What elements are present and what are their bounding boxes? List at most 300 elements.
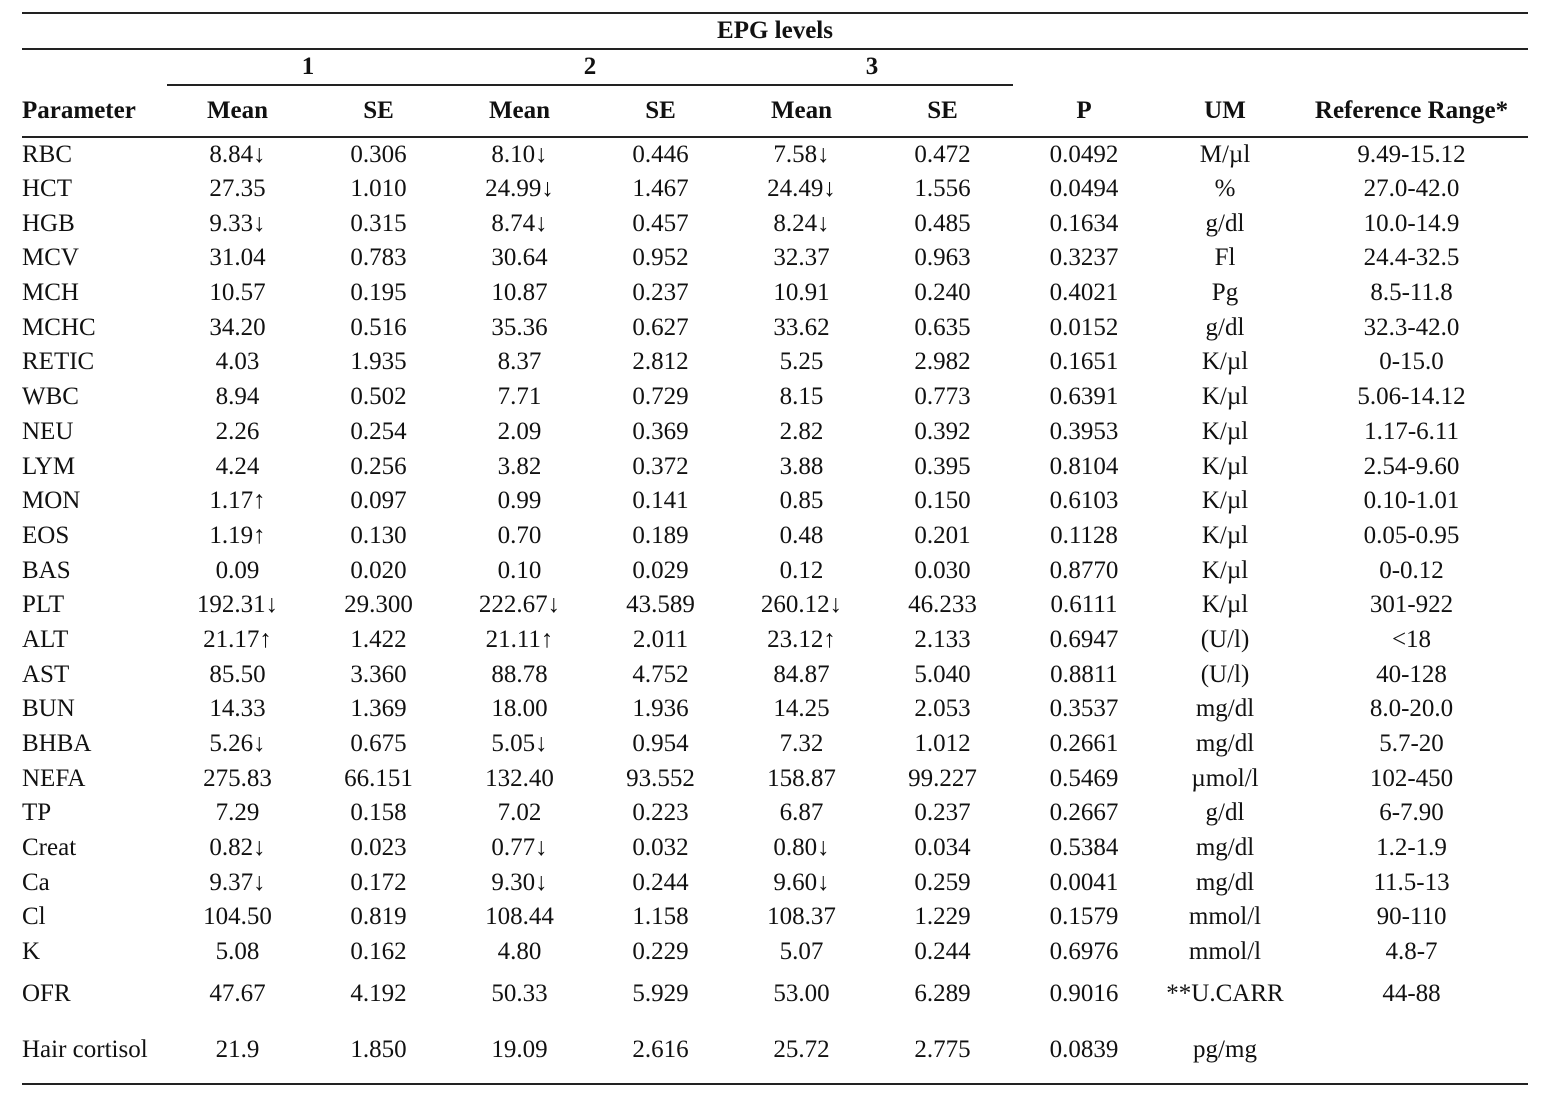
cell-parameter: AST (22, 660, 70, 688)
cell-mean-2: 7.71 (497, 383, 542, 411)
cell-p-value: 0.3537 (1049, 695, 1119, 723)
mean-header-1: Mean (167, 85, 308, 137)
cell-mean-2: 8.10↓ (491, 140, 548, 168)
cell-unit: **U.CARR (1166, 979, 1284, 1007)
table-row (22, 241, 1528, 276)
cell-se-3: 0.392 (914, 417, 971, 445)
cell-unit: K/µl (1201, 417, 1249, 445)
table-row (22, 137, 1528, 172)
cell-unit: % (1214, 175, 1236, 203)
cell-parameter: WBC (22, 383, 79, 411)
cell-se-3: 46.233 (908, 591, 977, 619)
cell-reference-range: 1.2-1.9 (1376, 834, 1447, 862)
cell-reference-range: <18 (1391, 625, 1432, 653)
cell-mean-3: 0.12 (779, 556, 824, 584)
cell-se-1: 0.254 (350, 417, 407, 445)
cell-unit: M/µl (1199, 140, 1251, 168)
cell-mean-2: 132.40 (485, 764, 554, 792)
cell-mean-1: 2.26 (215, 417, 260, 445)
cell-reference-range: 0-0.12 (1379, 556, 1444, 584)
cell-parameter: OFR (22, 979, 71, 1007)
cell-mean-3: 53.00 (773, 979, 830, 1007)
cell-unit: K/µl (1201, 348, 1249, 376)
cell-se-3: 0.201 (914, 521, 971, 549)
cell-p-value: 0.8811 (1050, 660, 1118, 688)
cell-parameter: PLT (22, 591, 65, 619)
cell-se-3: 2.775 (872, 1018, 1013, 1084)
cell-unit: K/µl (1201, 452, 1249, 480)
cell-mean-3: 158.87 (767, 764, 836, 792)
table-row (22, 276, 1528, 311)
cell-mean-3: 8.24↓ (773, 209, 830, 237)
cell-se-3: 6.289 (914, 979, 971, 1007)
table-row (22, 623, 1528, 658)
cell-unit: Fl (1214, 244, 1236, 272)
table-body (22, 137, 1528, 1084)
cell-mean-1: 27.35 (209, 175, 266, 203)
cell-mean-1: 21.17↑ (203, 625, 272, 653)
cell-p-value: 0.3953 (1049, 417, 1119, 445)
cell-se-3: 1.556 (914, 175, 971, 203)
group-3-header: 3 (731, 49, 1013, 85)
cell-mean-2: 4.80 (497, 938, 542, 966)
cell-se-3: 1.012 (914, 730, 971, 758)
cell-se-3: 0.963 (914, 244, 971, 272)
cell-mean-2: 50.33 (491, 979, 548, 1007)
group-1-header: 1 (167, 49, 449, 85)
cell-mean-1: 31.04 (209, 244, 266, 272)
cell-se-3: 0.472 (914, 140, 971, 168)
mean-header-3: Mean (731, 85, 872, 137)
cell-reference-range: 2.54-9.60 (1363, 452, 1460, 480)
cell-se-1: 0.020 (350, 556, 407, 584)
cell-mean-2: 2.09 (497, 417, 542, 445)
cell-mean-3: 7.32 (779, 730, 824, 758)
cell-unit: µmol/l (1191, 764, 1259, 792)
cell-parameter: MCV (22, 244, 79, 272)
cell-mean-2: 0.10 (497, 556, 542, 584)
column-header-row (22, 85, 1528, 137)
cell-mean-3: 25.72 (731, 1018, 872, 1084)
cell-reference-range: 0.05-0.95 (1363, 521, 1460, 549)
cell-mean-2: 10.87 (491, 279, 548, 307)
cell-se-1: 4.192 (350, 979, 407, 1007)
table-row (22, 345, 1528, 380)
cell-mean-1: 1.17↑ (209, 487, 266, 515)
cell-reference-range: 4.8-7 (1385, 938, 1438, 966)
cell-se-1: 1.422 (350, 625, 407, 653)
cell-mean-1: 85.50 (209, 660, 266, 688)
cell-unit: Pg (1211, 279, 1239, 307)
cell-mean-1: 10.57 (209, 279, 266, 307)
cell-p-value: 0.1128 (1050, 521, 1118, 549)
cell-p-value: 0.1634 (1049, 209, 1119, 237)
cell-unit: g/dl (1205, 209, 1245, 237)
cell-p-value: 0.4021 (1049, 279, 1119, 307)
table-row (22, 449, 1528, 484)
cell-se-3: 2.133 (914, 625, 971, 653)
cell-parameter: BHBA (22, 730, 92, 758)
cell-p-value: 0.9016 (1049, 979, 1119, 1007)
cell-se-3: 0.635 (914, 313, 971, 341)
cell-se-2: 0.952 (632, 244, 689, 272)
cell-reference-range: 0.10-1.01 (1363, 487, 1460, 515)
group-row (22, 49, 1528, 85)
cell-se-2: 1.467 (632, 175, 689, 203)
table-row (22, 588, 1528, 623)
cell-reference-range: 8.0-20.0 (1369, 695, 1454, 723)
cell-reference-range: 10.0-14.9 (1363, 209, 1460, 237)
cell-se-1: 1.369 (350, 695, 407, 723)
cell-mean-3: 2.82 (779, 417, 824, 445)
cell-parameter: ALT (22, 625, 69, 653)
cell-mean-1: 104.50 (203, 903, 272, 931)
cell-reference-range: 0-15.0 (1379, 348, 1444, 376)
cell-mean-2: 18.00 (491, 695, 548, 723)
table-row (22, 692, 1528, 727)
se-header-3: SE (872, 85, 1013, 137)
cell-se-2: 93.552 (626, 764, 695, 792)
cell-reference-range: 5.7-20 (1379, 730, 1444, 758)
cell-se-1: 66.151 (344, 764, 413, 792)
cell-mean-1: 9.33↓ (209, 209, 266, 237)
cell-reference-range: 90-110 (1376, 903, 1447, 931)
cell-mean-1: 4.24 (215, 452, 260, 480)
cell-se-1: 0.158 (350, 799, 407, 827)
cell-p-value: 0.0494 (1049, 175, 1119, 203)
cell-unit: K/µl (1201, 556, 1249, 584)
cell-se-3: 0.150 (914, 487, 971, 515)
cell-se-1: 0.195 (350, 279, 407, 307)
cell-mean-3: 10.91 (773, 279, 830, 307)
group-2-header: 2 (449, 49, 731, 85)
cell-se-2: 0.032 (632, 834, 689, 862)
cell-se-3: 0.030 (914, 556, 971, 584)
cell-parameter: MON (22, 487, 81, 515)
cell-se-2: 0.446 (632, 140, 689, 168)
cell-unit: mmol/l (1188, 938, 1262, 966)
cell-p-value: 0.0839 (1013, 1018, 1155, 1084)
cell-mean-2: 5.05↓ (491, 730, 548, 758)
reference-range-header: Reference Range* (1295, 85, 1528, 137)
cell-mean-3: 0.85 (779, 487, 824, 515)
cell-unit: (U/l) (1200, 625, 1250, 653)
cell-se-3: 2.053 (914, 695, 971, 723)
cell-mean-2: 0.70 (497, 521, 542, 549)
cell-unit: pg/mg (1155, 1018, 1295, 1084)
cell-se-1: 0.130 (350, 521, 407, 549)
cell-mean-1: 4.03 (215, 348, 260, 376)
cell-unit: (U/l) (1200, 660, 1250, 688)
cell-unit: mmol/l (1188, 903, 1262, 931)
cell-se-2: 1.936 (632, 695, 689, 723)
cell-se-1: 0.819 (350, 903, 407, 931)
cell-mean-3: 260.12↓ (760, 591, 843, 619)
table-row (22, 380, 1528, 415)
cell-parameter: Ca (22, 868, 50, 896)
cell-p-value: 0.0152 (1049, 313, 1119, 341)
cell-se-1: 0.315 (350, 209, 407, 237)
cell-mean-2: 8.37 (497, 348, 542, 376)
cell-unit: K/µl (1201, 591, 1249, 619)
cell-mean-2: 222.67↓ (478, 591, 561, 619)
cell-mean-3: 5.07 (779, 938, 824, 966)
cell-reference-range: 24.4-32.5 (1363, 244, 1460, 272)
cell-mean-2: 9.30↓ (491, 868, 548, 896)
cell-mean-1: 192.31↓ (196, 591, 279, 619)
cell-parameter: NEU (22, 417, 74, 445)
cell-p-value: 0.1651 (1049, 348, 1119, 376)
cell-se-1: 1.010 (350, 175, 407, 203)
cell-mean-1: 0.82↓ (209, 834, 266, 862)
cell-mean-2: 0.99 (497, 487, 542, 515)
p-header: P (1013, 85, 1155, 137)
cell-mean-1: 8.84↓ (209, 140, 266, 168)
cell-p-value: 0.8104 (1049, 452, 1119, 480)
cell-mean-1: 1.19↑ (209, 521, 266, 549)
cell-parameter: Hair cortisol (22, 1018, 167, 1084)
cell-unit: mg/dl (1195, 730, 1255, 758)
se-header-2: SE (590, 85, 731, 137)
cell-se-3: 0.244 (914, 938, 971, 966)
cell-se-2: 0.141 (632, 487, 689, 515)
cell-mean-1: 5.08 (215, 938, 260, 966)
cell-reference-range: 44-88 (1382, 979, 1441, 1007)
table-row (22, 761, 1528, 796)
cell-mean-2: 88.78 (491, 660, 548, 688)
cell-reference-range: 6-7.90 (1379, 799, 1444, 827)
cell-mean-2: 108.44 (485, 903, 554, 931)
cell-parameter: EOS (22, 521, 70, 549)
cell-parameter: Creat (22, 834, 77, 862)
cell-unit: mg/dl (1195, 868, 1255, 896)
cell-se-3: 0.485 (914, 209, 971, 237)
cell-mean-1: 5.26↓ (209, 730, 266, 758)
cell-se-1: 0.675 (350, 730, 407, 758)
cell-mean-1: 34.20 (209, 313, 266, 341)
cell-se-1: 1.850 (308, 1018, 449, 1084)
table-row (22, 657, 1528, 692)
cell-parameter: LYM (22, 452, 76, 480)
cell-se-3: 0.773 (914, 383, 971, 411)
cell-mean-1: 7.29 (215, 799, 260, 827)
cell-mean-1: 14.33 (209, 695, 266, 723)
cell-mean-3: 7.58↓ (773, 140, 830, 168)
cell-mean-2: 3.82 (497, 452, 542, 480)
cell-parameter: HCT (22, 175, 72, 203)
cell-reference-range: 102-450 (1369, 764, 1454, 792)
cell-mean-3: 6.87 (779, 799, 824, 827)
cell-mean-2: 21.11↑ (485, 625, 554, 653)
cell-se-1: 0.162 (350, 938, 407, 966)
cell-parameter: RBC (22, 140, 73, 168)
cell-unit: K/µl (1201, 521, 1249, 549)
cell-mean-3: 0.80↓ (773, 834, 830, 862)
cell-se-1: 0.172 (350, 868, 407, 896)
cell-parameter: NEFA (22, 764, 86, 792)
cell-se-2: 0.029 (632, 556, 689, 584)
cell-mean-2: 35.36 (491, 313, 548, 341)
cell-reference-range (1295, 1018, 1528, 1084)
cell-reference-range: 301-922 (1369, 591, 1454, 619)
se-header-1: SE (308, 85, 449, 137)
cell-parameter: RETIC (22, 348, 95, 376)
table-row (22, 172, 1528, 207)
cell-reference-range: 32.3-42.0 (1363, 313, 1460, 341)
cell-unit: g/dl (1205, 799, 1245, 827)
table-row (22, 1018, 1528, 1084)
cell-p-value: 0.1579 (1049, 903, 1119, 931)
table-row (22, 900, 1528, 935)
table-row (22, 970, 1528, 1018)
cell-reference-range: 8.5-11.8 (1370, 279, 1453, 307)
cell-se-3: 0.395 (914, 452, 971, 480)
cell-mean-1: 8.94 (215, 383, 260, 411)
cell-mean-2: 19.09 (449, 1018, 590, 1084)
epg-title-row (22, 13, 1528, 49)
table-row (22, 796, 1528, 831)
cell-se-3: 1.229 (914, 903, 971, 931)
cell-mean-3: 5.25 (779, 348, 824, 376)
epg-levels-title: EPG levels (22, 13, 1528, 49)
table-row (22, 935, 1528, 970)
cell-p-value: 0.6391 (1049, 383, 1119, 411)
cell-se-1: 3.360 (350, 660, 407, 688)
cell-mean-1: 275.83 (203, 764, 272, 792)
table-row (22, 727, 1528, 762)
cell-unit: g/dl (1205, 313, 1245, 341)
cell-se-1: 0.502 (350, 383, 407, 411)
cell-se-3: 2.982 (914, 348, 971, 376)
cell-se-2: 0.189 (632, 521, 689, 549)
cell-mean-3: 0.48 (779, 521, 824, 549)
cell-se-2: 2.616 (590, 1018, 731, 1084)
cell-mean-3: 108.37 (767, 903, 836, 931)
cell-reference-range: 27.0-42.0 (1363, 175, 1460, 203)
cell-se-1: 1.935 (350, 348, 407, 376)
table-row (22, 865, 1528, 900)
cell-reference-range: 40-128 (1376, 660, 1447, 688)
cell-mean-3: 14.25 (773, 695, 830, 723)
cell-mean-1: 47.67 (209, 979, 266, 1007)
cell-se-3: 5.040 (914, 660, 971, 688)
cell-parameter: Cl (22, 903, 46, 931)
cell-p-value: 0.0492 (1049, 140, 1119, 168)
cell-p-value: 0.3237 (1049, 244, 1119, 272)
cell-reference-range: 11.5-13 (1373, 868, 1450, 896)
cell-se-2: 0.627 (632, 313, 689, 341)
cell-mean-3: 8.15 (779, 383, 824, 411)
cell-se-3: 0.240 (914, 279, 971, 307)
um-header: UM (1155, 85, 1295, 137)
cell-mean-2: 0.77↓ (491, 834, 548, 862)
cell-mean-2: 24.99↓ (485, 175, 554, 203)
cell-p-value: 0.2661 (1049, 730, 1119, 758)
cell-se-2: 4.752 (632, 660, 689, 688)
cell-parameter: BAS (22, 556, 71, 584)
cell-mean-1: 9.37↓ (209, 868, 266, 896)
cell-se-3: 99.227 (908, 764, 977, 792)
cell-mean-3: 32.37 (773, 244, 830, 272)
cell-se-3: 0.034 (914, 834, 971, 862)
cell-se-2: 0.729 (632, 383, 689, 411)
cell-parameter: TP (22, 799, 52, 827)
cell-se-2: 5.929 (632, 979, 689, 1007)
cell-p-value: 0.5384 (1049, 834, 1119, 862)
cell-se-2: 1.158 (632, 903, 689, 931)
table-row (22, 484, 1528, 519)
cell-reference-range: 9.49-15.12 (1357, 140, 1466, 168)
cell-mean-2: 8.74↓ (491, 209, 548, 237)
cell-parameter: K (22, 938, 41, 966)
mean-header-2: Mean (449, 85, 590, 137)
table-row (22, 553, 1528, 588)
cell-mean-3: 23.12↑ (767, 625, 836, 653)
cell-mean-3: 24.49↓ (767, 175, 836, 203)
table-row (22, 206, 1528, 241)
cell-se-1: 29.300 (344, 591, 413, 619)
cell-se-3: 0.259 (914, 868, 971, 896)
table-row (22, 415, 1528, 450)
cell-parameter: MCHC (22, 313, 96, 341)
cell-p-value: 0.2667 (1049, 799, 1119, 827)
cell-se-2: 0.229 (632, 938, 689, 966)
cell-mean-1: 0.09 (215, 556, 260, 584)
cell-parameter: MCH (22, 279, 79, 307)
table-row (22, 831, 1528, 866)
cell-se-2: 0.244 (632, 868, 689, 896)
cell-parameter: BUN (22, 695, 75, 723)
cell-se-2: 0.372 (632, 452, 689, 480)
cell-unit: mg/dl (1195, 834, 1255, 862)
cell-p-value: 0.8770 (1049, 556, 1119, 584)
parameter-header: Parameter (22, 85, 167, 137)
cell-p-value: 0.5469 (1049, 764, 1119, 792)
cell-mean-3: 84.87 (773, 660, 830, 688)
cell-se-2: 0.954 (632, 730, 689, 758)
cell-mean-3: 9.60↓ (773, 868, 830, 896)
cell-se-2: 0.237 (632, 279, 689, 307)
cell-se-2: 2.011 (632, 625, 689, 653)
cell-p-value: 0.6947 (1049, 625, 1119, 653)
cell-reference-range: 5.06-14.12 (1357, 383, 1466, 411)
cell-mean-1: 21.9 (167, 1018, 308, 1084)
cell-se-1: 0.023 (350, 834, 407, 862)
cell-se-1: 0.097 (350, 487, 407, 515)
cell-se-1: 0.256 (350, 452, 407, 480)
cell-p-value: 0.6103 (1049, 487, 1119, 515)
cell-unit: K/µl (1201, 383, 1249, 411)
epg-parameters-table (22, 12, 1528, 1085)
cell-se-2: 0.223 (632, 799, 689, 827)
cell-unit: mg/dl (1195, 695, 1255, 723)
cell-unit: K/µl (1201, 487, 1249, 515)
table-row (22, 519, 1528, 554)
cell-mean-3: 3.88 (779, 452, 824, 480)
cell-p-value: 0.0041 (1049, 868, 1119, 896)
cell-se-1: 0.783 (350, 244, 407, 272)
cell-se-2: 0.457 (632, 209, 689, 237)
cell-se-2: 2.812 (632, 348, 689, 376)
cell-reference-range: 1.17-6.11 (1364, 417, 1459, 445)
cell-mean-2: 30.64 (491, 244, 548, 272)
cell-se-1: 0.516 (350, 313, 407, 341)
cell-se-2: 43.589 (626, 591, 695, 619)
cell-mean-2: 7.02 (497, 799, 542, 827)
cell-p-value: 0.6111 (1050, 591, 1118, 619)
cell-parameter: HGB (22, 209, 75, 237)
cell-se-2: 0.369 (632, 417, 689, 445)
